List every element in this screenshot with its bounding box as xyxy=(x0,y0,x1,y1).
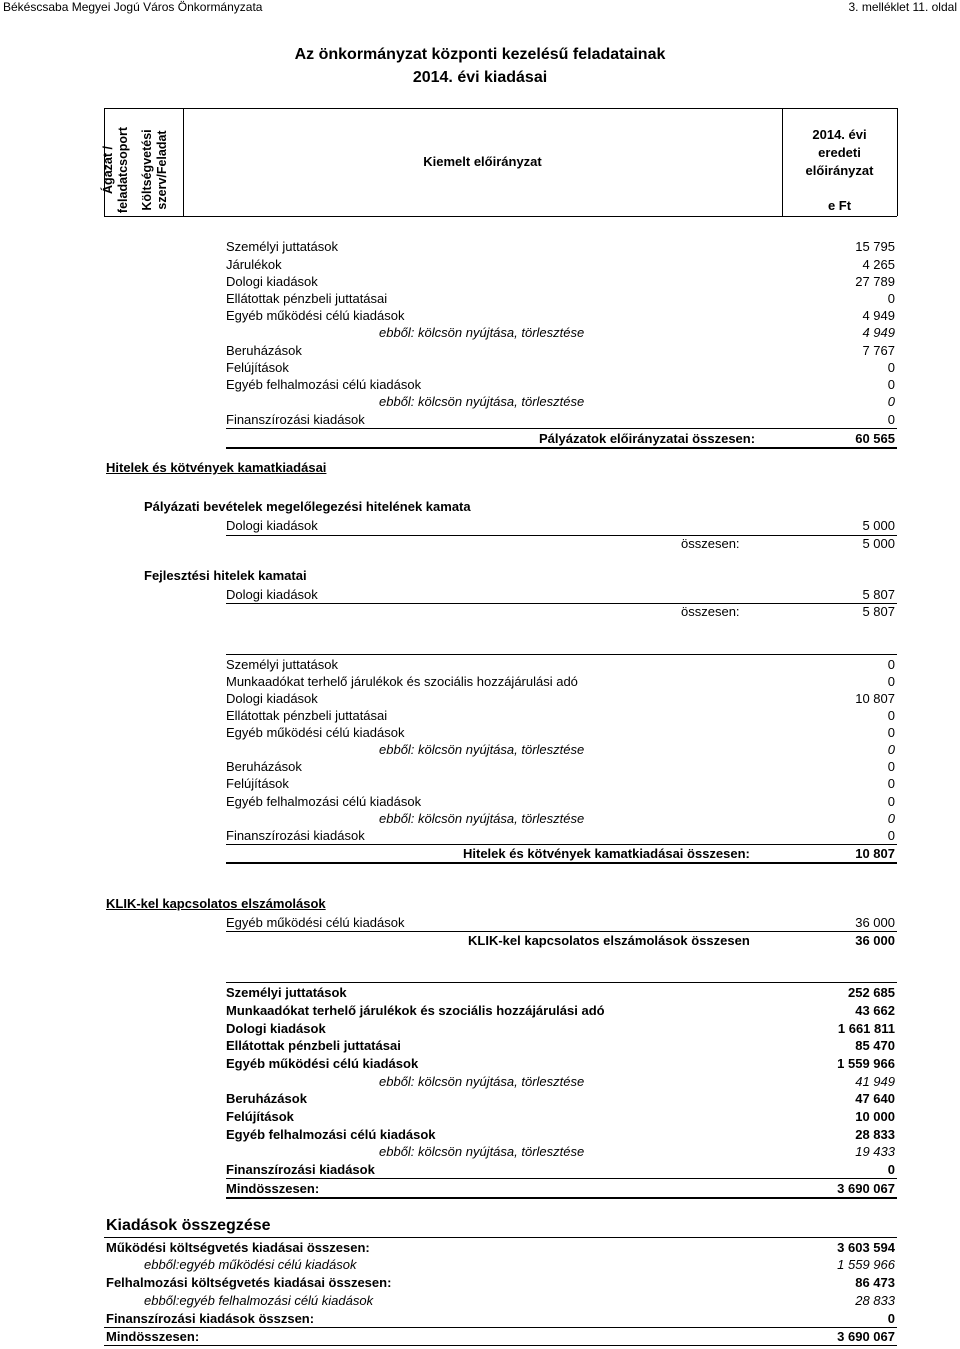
hitelek-sub1-total: összesen: 5 000 xyxy=(681,536,895,551)
header-organization: Békéscsaba Megyei Jogú Város Önkormányzata xyxy=(3,0,263,14)
table-row: Munkaadókat terhelő járulékok és szociális hozzájárulási adó 43 662 xyxy=(226,1003,895,1018)
table-row: Egyéb működési célú kiadások 4 949 xyxy=(226,308,895,323)
klik-heading: KLIK-kel kapcsolatos elszámolások xyxy=(106,896,326,911)
table-row: Egyéb felhalmozási célú kiadások 0 xyxy=(226,794,895,809)
table-row: Dologi kiadások 10 807 xyxy=(226,691,895,706)
col-eloiranyzat-year: 2014. évi xyxy=(812,127,867,142)
hitelek-total-row: Hitelek és kötvények kamatkiadásai összesen: 10 807 xyxy=(463,846,895,861)
table-row: Dologi kiadások 5 000 xyxy=(226,518,895,533)
table-row: Felújítások 10 000 xyxy=(226,1109,895,1124)
document-title-line1: Az önkormányzat központi kezelésű feladatainak xyxy=(294,46,666,63)
header-page-ref: 3. melléklet 11. oldal xyxy=(848,0,957,14)
hitelek-sub2-total: összesen: 5 807 xyxy=(681,604,895,619)
col-kiemelt-eloiranyzat-header: Kiemelt előirányzat xyxy=(423,154,542,169)
col-unit: e Ft xyxy=(827,198,852,213)
table-row: Ellátottak pénzbeli juttatásai 85 470 xyxy=(226,1038,895,1053)
document-title-line2: 2014. évi kiadásai xyxy=(412,69,548,86)
table-row: Egyéb működési célú kiadások 36 000 xyxy=(226,915,895,930)
summary-total-row: Mindösszesen: 3 690 067 xyxy=(106,1329,895,1344)
table-row: ebből: kölcsön nyújtása, törlesztése 41 949 xyxy=(379,1074,895,1089)
table-row: Működési költségvetés kiadásai összesen: 3 603 594 xyxy=(106,1240,895,1255)
table-row: Járulékok 4 265 xyxy=(226,257,895,272)
table-row: Dologi kiadások 27 789 xyxy=(226,274,895,289)
table-row: Finanszírozási kiadások 0 xyxy=(226,412,895,427)
table-row: ebből: kölcsön nyújtása, törlesztése 0 xyxy=(379,742,895,757)
table-row: Felújítások 0 xyxy=(226,360,895,375)
table-row: Beruházások 7 767 xyxy=(226,343,895,358)
col-eloiranyzat-label: előirányzat xyxy=(805,163,874,178)
table-row: ebből: kölcsön nyújtása, törlesztése 4 949 xyxy=(379,325,895,340)
table-row: Egyéb felhalmozási célú kiadások 28 833 xyxy=(226,1127,895,1142)
table-row: Ellátottak pénzbeli juttatásai 0 xyxy=(226,291,895,306)
hitelek-heading: Hitelek és kötvények kamatkiadásai xyxy=(106,460,327,475)
table-row: Finanszírozási kiadások 0 xyxy=(226,828,895,843)
table-row: ebből: kölcsön nyújtása, törlesztése 0 xyxy=(379,811,895,826)
table-row: ebből: kölcsön nyújtása, törlesztése 19 433 xyxy=(379,1144,895,1159)
table-row: Egyéb működési célú kiadások 1 559 966 xyxy=(226,1056,895,1071)
table-row: ebből:egyéb működési célú kiadások 1 559 966 xyxy=(144,1257,895,1272)
table-row: Beruházások 47 640 xyxy=(226,1091,895,1106)
col-koltsegvetesi-header: Költségvetési szerv/Feladat xyxy=(140,129,169,211)
table-row: Beruházások 0 xyxy=(226,759,895,774)
table-row: ebből:egyéb felhalmozási célú kiadások 28 833 xyxy=(144,1293,895,1308)
col-agazat-header: Ágazat / feladatcsoport xyxy=(101,126,130,214)
klik-total-row: KLIK-kel kapcsolatos elszámolások összesen 36 000 xyxy=(468,933,895,948)
table-row: Dologi kiadások 1 661 811 xyxy=(226,1021,895,1036)
table-row: Személyi juttatások 0 xyxy=(226,657,895,672)
table-row: Dologi kiadások 5 807 xyxy=(226,587,895,602)
table-row: Felhalmozási költségvetés kiadásai összesen: 86 473 xyxy=(106,1275,895,1290)
table-row: ebből: kölcsön nyújtása, törlesztése 0 xyxy=(379,394,895,409)
table-row: Felújítások 0 xyxy=(226,776,895,791)
table-row: Finanszírozási kiadások összsen: 0 xyxy=(106,1311,895,1326)
hitelek-sub1-title: Pályázati bevételek megelőlegezési hitelének kamata xyxy=(144,499,471,514)
table-row: Ellátottak pénzbeli juttatásai 0 xyxy=(226,708,895,723)
table-row: Személyi juttatások 252 685 xyxy=(226,985,895,1000)
palyazatok-total-row: Pályázatok előirányzatai összesen: 60 565 xyxy=(539,431,895,446)
table-row: Munkaadókat terhelő járulékok és szociális hozzájárulási adó 0 xyxy=(226,674,895,689)
hitelek-sub2-title: Fejlesztési hitelek kamatai xyxy=(144,568,307,583)
col-eloiranyzat-eredeti: eredeti xyxy=(818,145,861,160)
table-row: Személyi juttatások 15 795 xyxy=(226,239,895,254)
table-row: Egyéb működési célú kiadások 0 xyxy=(226,725,895,740)
table-row: Egyéb felhalmozási célú kiadások 0 xyxy=(226,377,895,392)
summary-heading: Kiadások összegzése xyxy=(106,1217,271,1234)
table-row: Finanszírozási kiadások 0 xyxy=(226,1162,895,1177)
grand-total-row: Mindösszesen: 3 690 067 xyxy=(226,1181,895,1196)
